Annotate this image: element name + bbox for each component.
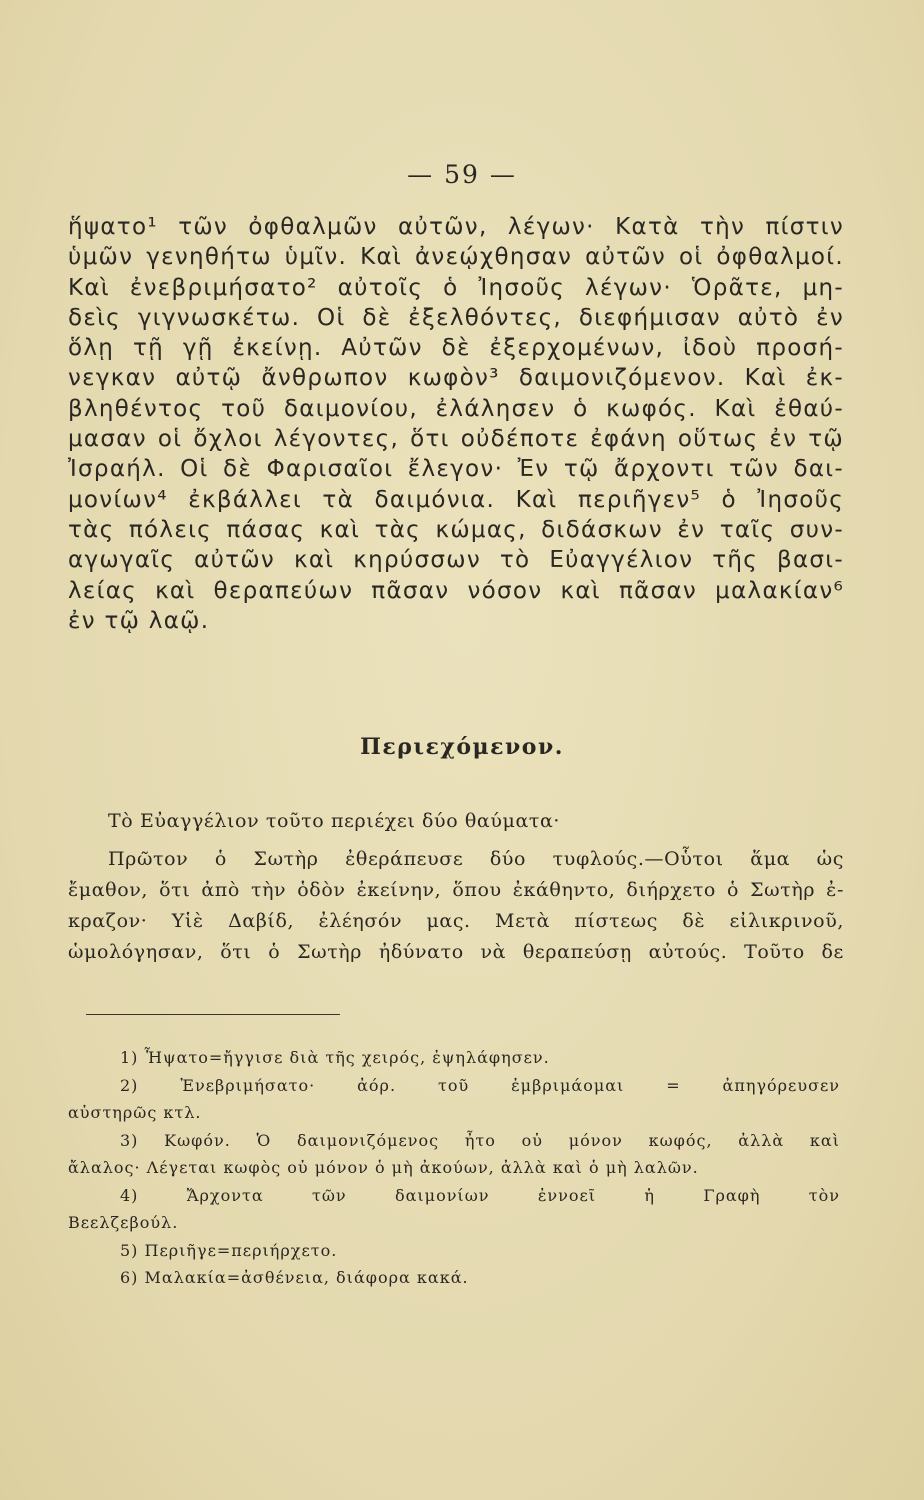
summary-text xyxy=(68,806,844,968)
summary-line: κραζον· Υἱὲ Δαβίδ, ἐλέησόν μας. Μετὰ πίστεως δὲ εἰλικρινοῦ, xyxy=(68,910,844,932)
text-line: ὅλῃ τῇ γῇ ἐκείνῃ. Αὐτῶν δὲ ἐξερχομένων, ἰδοὺ προσή- xyxy=(68,335,844,362)
text-line: αγωγαῖς αὐτῶν καὶ κηρύσσων τὸ Εὐαγγέλιον τῆς βασι- xyxy=(68,547,844,574)
summary-line: Πρῶτον ὁ Σωτὴρ ἐθεράπευσε δύο τυφλούς.—Οὗτοι ἅμα ὡς xyxy=(108,848,844,870)
footnote-line: ἄλαλος· Λέγεται κωφὸς οὐ μόνον ὁ μὴ ἀκούων, ἀλλὰ καὶ ὁ μὴ λαλῶν. xyxy=(68,1158,699,1177)
text-line: νεγκαν αὐτῷ ἄνθρωπον κωφὸν³ δαιμονιζόμενον. Καὶ ἐκ- xyxy=(68,365,844,392)
footnote-line: 6) Μαλακία=ἀσθένεια, διάφορα κακά. xyxy=(120,1268,469,1287)
text-line: δεὶς γιγνωσκέτω. Οἱ δὲ ἐξελθόντες, διεφήμισαν αὐτὸ ἐν xyxy=(68,304,844,331)
text-line: ἥψατο¹ τῶν ὀφθαλμῶν αὐτῶν, λέγων· Κατὰ τὴν πίστιν xyxy=(68,214,844,240)
text-line: μασαν οἱ ὄχλοι λέγοντες, ὅτι οὐδέποτε ἐφάνη οὕτως ἐν τῷ xyxy=(68,426,844,453)
summary-line: Τὸ Εὐαγγέλιον τοῦτο περιέχει δύο θαύματα· xyxy=(108,810,561,832)
text-line: μονίων⁴ ἐκβάλλει τὰ δαιμόνια. Καὶ περιῆγεν⁵ ὁ Ἰησοῦς xyxy=(68,486,844,513)
text-line: λείας καὶ θεραπεύων πᾶσαν νόσον καὶ πᾶσαν μαλακίαν⁶ xyxy=(68,577,844,604)
page-number: — 59 — xyxy=(407,160,517,189)
text-line: ἐν τῷ λαῷ. xyxy=(68,607,210,634)
footnotes xyxy=(68,1044,840,1292)
text-line: τὰς πόλεις πάσας καὶ τὰς κώμας, διδάσκων ἐν ταῖς συν- xyxy=(68,516,844,543)
footnote-line: 5) Περιῆγε=περιήρχετο. xyxy=(120,1240,338,1260)
footnote-line: αὐστηρῶς κτλ. xyxy=(68,1103,202,1122)
footnote-line: 3) Κωφόν. Ὁ δαιμονιζόμενος ἦτο οὐ μόνον κωφός, ἀλλὰ καὶ xyxy=(120,1130,840,1150)
footnote-line: 1) Ἧψατο=ἤγγισε διὰ τῆς χειρός, ἐψηλάφησεν. xyxy=(120,1048,550,1067)
summary-line: ὡμολόγησαν, ὅτι ὁ Σωτὴρ ἠδύνατο νὰ θεραπεύσῃ αὐτούς. Τοῦτο δε xyxy=(68,941,844,963)
text-line: Ἰσραήλ. Οἱ δὲ Φαρισαῖοι ἔλεγον· Ἐν τῷ ἄρχοντι τῶν δαι- xyxy=(68,456,844,483)
footnote-line: 4) Ἄρχοντα τῶν δαιμονίων ἐννοεῖ ἡ Γραφὴ τὸν xyxy=(120,1185,840,1205)
footnote-line: Βεελζεβούλ. xyxy=(68,1213,179,1232)
summary-line: ἔμαθον, ὅτι ἀπὸ τὴν ὁδὸν ἐκείνην, ὅπου ἐκάθηντο, διήρχετο ὁ Σωτὴρ ἐ- xyxy=(68,879,844,901)
section-heading: Περιεχόμενον. xyxy=(360,734,564,760)
gospel-text xyxy=(68,212,844,636)
text-line: Καὶ ἐνεβριμήσατο² αὐτοῖς ὁ Ἰησοῦς λέγων· Ὁρᾶτε, μη- xyxy=(68,274,844,301)
text-line: ὑμῶν γενηθήτω ὑμῖν. Καὶ ἀνεῴχθησαν αὐτῶν οἱ ὀφθαλμοί. xyxy=(68,244,844,271)
footnote-divider xyxy=(86,1014,340,1015)
text-line: βληθέντος τοῦ δαιμονίου, ἐλάλησεν ὁ κωφός. Καὶ ἐθαύ- xyxy=(68,395,844,422)
footnote-line: 2) Ἐνεβριμήσατο· ἀόρ. τοῦ ἐμβριμάομαι = ἀπηγόρευσεν xyxy=(120,1075,840,1095)
